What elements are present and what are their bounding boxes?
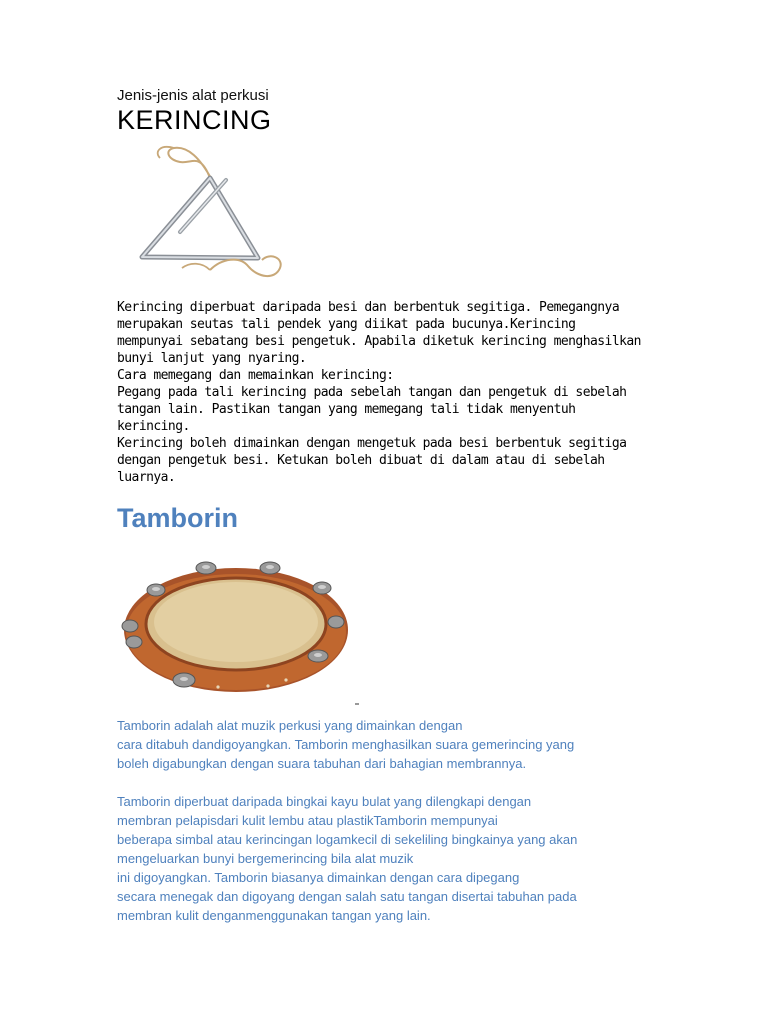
- kerincing-line: Pegang pada tali kerincing pada sebelah tangan dan pengetuk di sebelah: [117, 385, 627, 400]
- kerincing-triangle-image: [130, 140, 290, 290]
- tamborin-line: mengeluarkan bunyi bergemerincing bila alat muzik: [117, 851, 414, 866]
- kerincing-line: kerincing.: [117, 419, 190, 434]
- kerincing-heading: KERINCING: [117, 105, 272, 135]
- tamborin-line: Tamborin adalah alat muzik perkusi yang dimainkan dengan: [117, 718, 463, 733]
- tamborin-line: ini digoyangkan. Tamborin biasanya dimainkan dengan cara dipegang: [117, 870, 520, 885]
- kerincing-line: Kerincing diperbuat daripada besi dan berbentuk segitiga. Pemegangnya: [117, 300, 620, 315]
- tamborin-line: secara menegak dan digoyang dengan salah satu tangan disertai tabuhan pada: [117, 889, 577, 904]
- tamborin-line: membran kulit denganmenggunakan tangan yang lain.: [117, 908, 431, 923]
- tamborin-line: membran pelapisdari kulit lembu atau plastikTamborin mempunyai: [117, 813, 498, 828]
- kerincing-line: luarnya.: [117, 470, 176, 485]
- kerincing-line: merupakan seutas tali pendek yang diikat pada bucunya.Kerincing: [117, 317, 576, 332]
- kerincing-description: [117, 299, 677, 486]
- kerincing-line: Kerincing boleh dimainkan dengan mengetuk pada besi berbentuk segitiga: [117, 436, 627, 451]
- tamborin-line: boleh digabungkan dengan suara tabuhan dari bahagian membrannya.: [117, 756, 527, 771]
- tamborin-line: beberapa simbal atau kerincingan logamkecil di sekeliling bingkainya yang akan: [117, 832, 578, 847]
- document-subtitle: Jenis-jenis alat perkusi: [117, 87, 269, 104]
- tamborin-line: Tamborin diperbuat daripada bingkai kayu bulat yang dilengkapi dengan: [117, 794, 532, 809]
- tamborin-heading: Tamborin: [117, 503, 238, 533]
- kerincing-line: dengan pengetuk besi. Ketukan boleh dibuat di dalam atau di sebelah: [117, 453, 605, 468]
- kerincing-line: mempunyai sebatang besi pengetuk. Apabila diketuk kerincing menghasilkan: [117, 334, 641, 349]
- tamborin-blank-line: [117, 773, 677, 792]
- kerincing-line: bunyi lanjut yang nyaring.: [117, 351, 307, 366]
- image-caption-mark: [355, 703, 359, 705]
- tamborin-image: [118, 548, 358, 698]
- kerincing-line: tangan lain. Pastikan tangan yang memegang tali tidak menyentuh: [117, 402, 576, 417]
- kerincing-line: Cara memegang dan memainkan kerincing:: [117, 368, 394, 383]
- tamborin-description: [117, 716, 677, 925]
- tamborin-line: cara ditabuh dandigoyangkan. Tamborin menghasilkan suara gemerincing yang: [117, 737, 575, 752]
